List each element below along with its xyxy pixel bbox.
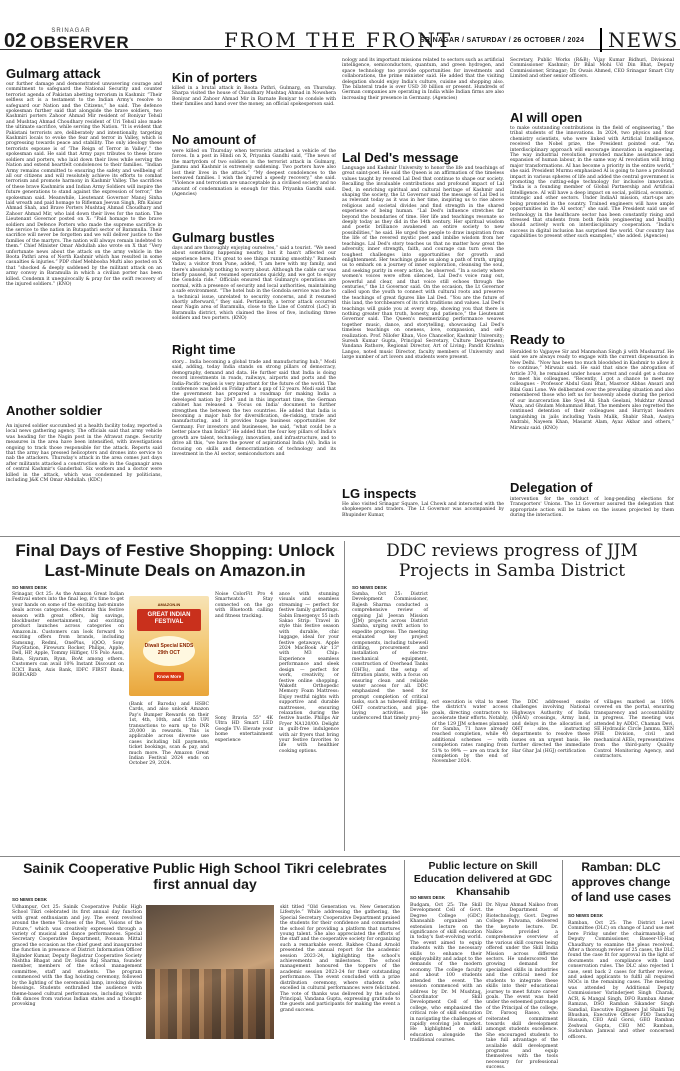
ready-to-headline: Ready to — [510, 332, 565, 347]
ddc-headline: DDC reviews progress of JJM Projects in Samba District — [386, 541, 638, 581]
festive-byline: SO NEWS DESK — [12, 585, 48, 590]
gulmarg-attack-headline: Gulmarg attack — [6, 66, 101, 81]
ramban-byline: SO NEWS DESK — [568, 913, 604, 918]
delegation-body: intervention for the conduct of long-pending elections for Transporters' Unions. The Lt Governor assured the delegation that appropriate action will be taken on the issues projected by them during the interaction. — [510, 497, 674, 519]
divider — [562, 860, 563, 1040]
news-section-tag: NEWS — [600, 28, 678, 52]
festive-col3: ance with stunning visuals and seamless streaming — perfect for festive family gatherings. Sabin Emergenyc 55 inch Sakao Strip: Travel in style this festive season with durable, chic luggage, ideal for your festive getaways. Apple 2024 MacBook Air 13" with M3 Chip: Experience seamless performance and sleek design — perfect for work, creativity, or festive online shopping. Wakefit Orthopedic Memory Foam Mattress: Enjoy restful nights with supportive and durable mattresses, ensuring relaxation during the festive hustle. Philips Air Fryer NA120/00: Delight in guilt-free indulgence with air fryers that bring your festive favorites to life with healthier cooking options. — [279, 592, 339, 754]
ddc-col2: ect execution is vital to meet the district's water access goals, directing contractors to accelerate their efforts. Notably, of the 129 JJM schemes planned for Samba, 71 have already reached completion, while 40 additional schemes — with completion rates ranging from 51% to 99% — are on track for completion by the end of November 2024. — [432, 700, 508, 765]
festive-col2: (Bank of Baroda) and HSBC Cards, and also unlock Amazon Pay's Bumper Rewards on their 1st, 4th, 10th, and 15th UPI transactions to earn up to INR 20,000 in rewards. This is applicable across diverse use cases including bill payments, ticket bookings, scan & pay, and much more. The Amazon Great Indian Festival 2024 ends on October 29, 2024. — [129, 702, 209, 767]
gulmarg-bustles-headline: Gulmarg bustles — [172, 230, 275, 245]
no-amount-body: were killed on Thursday when terrorists attacked a vehicle of the forces. In a post in Hindi on X, Priyanka Gandhi said, “The news of the martyrdom of two soldiers in the terrorist attack in Gulmarg, Jammu and Kashmir is extremely saddening. Two porters have also lost their lives in the attack.” “My deepest condolences to the bereaved families. I wish the injured a speedy recovery,” she said. “Violence and terrorism are unacceptable in a civilised society and no amount of condemnation is enough for this. Priyanka Gandhi said. (Agencies) — [172, 149, 336, 198]
know-more-button[interactable]: Know More — [154, 672, 184, 681]
sainik-col2: skit titled “Old Generation vs. New Generation Lifestyle.” While addressing the gathering, the Special Secretary Cooperative Department praised the students for their confidence and commended the school for providing a platform that nurtures young talent. She also appreciated the efforts of the staff and the cooperative society for organizing such a remarkable event. Rakhee Chand Arnold presented the annual report for the academic session 2023-24, highlighting the school's achievements and milestones. The school management honoured the toppers of the academic session 2023-24 for their outstanding performance. The event concluded with a prize distribution ceremony, where students who excelled in cultural performances were felicitated. The vote of thanks was delivered by the school Principal, Vandana Gupta, expressing gratitude to the guests and participants for making the event a grand success. — [280, 905, 400, 1013]
lal-ded-headline: Lal Ded's message — [342, 150, 459, 165]
divider — [0, 856, 680, 857]
divider — [404, 860, 405, 1040]
ai-will-open-body: to make outstanding contributions in the field of engineering,” the tribal students of the innovations. In 2024, two physics and four chemistry scientists, who were linked with Artificial Intelligence, received the Nobel prize, the President pointed out. “An interdisciplinary approach will encourage innovation in engineering. The way industrial revolution provided machine assistance and expansion of human labour, in the same way AI revolution will bring major transformations. AI has become a priority in the entire world,” she said. President Murmu emphasized AI is going to have a profound impact in various spheres of life and added the central government is promoting the cutting-edge technology for inclusive innovation. “India is a founding member of Global Partnership and Artificial Intelligence. AI will have a deep impact on social, political, economic, strategic and other sectors. Under IndiaAI mission, start-ups are being promoted in the country. Trained engineers will have ample opportunities in the AI sector,” she said. The President said use of technology in the healthcare sector has been constantly rising and stressed that students from both fields (engineering and health) should actively work on interdisciplinary cooperation. “India's success in digital inclusion has surprised the world. Our country has capabilities to present other such examples,” she added. (Agencies) — [510, 126, 674, 240]
lecture-byline: SO NEWS DESK — [410, 895, 446, 900]
section-title: FROM THE FRONT — [224, 28, 453, 52]
ready-to-body: Heralded to Vajpayee Sir and Manmohan Singh ji with Musharraf. He said we are always ready to engage with the current dispensation in New Delhi. “Now has been too much bloodshed in Kashmir to allow it to continue,” Mirwaiz said. He said that since the abrogation of Article 370, he remained under house arrest and could get a chance to meet his colleagues. “Recently, I got a chance to meet my colleagues - Professor Abdul Gani Bhat, Masroor Abbas Ansari and Bilal Gani Lone. We deliberated over the prevailing situation and also remembered those who left us for heavenly abode during the period of our incarceration like Syed Ali Shah Geelani, Mukhtar Ahmad Waza, and Ghulam Mohammad Bhat. The members also regretted the continued detention of their colleagues and Hurriyat leaders languishing in jails including Yasin Malik, Shabir Shah, Aasiya Andrabi, Nayeem Khan, Masarat Alam, Ayaz Akbar and others,” Mirwaiz said. (KNO) — [510, 350, 674, 431]
amazon-promo-ad — [129, 596, 209, 696]
sainik-col1: Udhampur, Oct 25: Sainik Cooperative Public High School Tikri celebrated its first annual day function with great enthusiasm and joy. The event revolved around the theme “Echoes of the Past, Visions of the Future,” which was creatively expressed through a variety of musical and dance performances. Special Secretary Cooperative Department, Poonam Mittal graced the occasion as the chief guest and inaugurated the function in presence of District Information Officer Rajinder Kumar, Deputy Registrar Cooperative Society Nishtha Bhagat and Dr. Hans Raj Sharma, founder member, members of the school management committee, staff and students. The program commenced with the flag hoisting ceremony, followed by the lighting of the ceremonial lamp, invoking divine blessings. Students enthralled the audience with theme-based cultural performances, including vibrant folk dances from various Indian states and a thought-provoking — [12, 905, 142, 1008]
divider — [344, 541, 345, 851]
festive-deal-1: Noise ColorFit Pro 4 Smartwatch: Stay connected on the go with Bluetooth calling and fitness tracking. — [215, 592, 273, 619]
ramban-col1: Ramban, Oct 25: The District Level Committee (DLC) on change of Land use met here Friday under the chairmanship of Deputy Commissioner, Baseer-Ul-Haq Chaudhary to examine the pleas received. After a thorough review of 25 cases, the DLC found the case fit for approval in the light of documents and compliance with land conservation rules. The DLC also rejected 1 case, sent back 2 cases for further review, and asked applicants to fulfil all required NOCs in the remaining cases. The meeting was attended by Additional Deputy Commissioner Varinderjeet Singh Charak, ACR, & Mangal Singh, DFO Ramban Ahmer Ramzan, DSO Ramban Sikander Singh Samdial, Executive Engineers Jal Shakti Tej Bhushan, Executive Officer PDD Tasaduq Hussain, CEO Anil Gorsi, GEO Ramban Zeshwal Gupta, CEO MC Ramban, Sudarshan Jamwal and other concerned officers. — [568, 921, 674, 1040]
ai-will-open-headline: AI will open — [510, 110, 583, 125]
brand-name: OBSERVER — [30, 33, 130, 52]
festive-headline: Final Days of Festive Shopping: Unlock Last-Minute Deals on Amazon.in — [15, 541, 335, 580]
right-time-body: story... India becoming a global trade and manufacturing hub,” Modi said, adding, today India stands on strong pillars of democracy, demography, demand and data. He further said that India is doing record investments in roads, railways, airports and ports and the India-Pacific region is very important for the future of the world. The conference was held on Friday after a gap of 12 years. Modi said that the government has prepared a roadmap for making India a developed nation by 2047 and in this important time, the German cabinet has released a ‘Focus on India’ document to further strengthen the between the two countries. He added that India is becoming a major hub for diversification, de-risking, trade and manufacturing, and it provides huge business opportunities for Germany. For investors and businesses, he said, “what could be a better place than India?” He added that the four key pillars of India's growth are talent, technology, innovation, and infrastructure, and to drive all this, “we have the power of aspirational India (AI). India is focusing on skills and democratization of technology and its investment in the AI sector, semiconductors and — [172, 360, 336, 457]
ddc-col1: Samba, Oct 25: District Development Commissioner, Rajesh Sharma conducted a comprehensive review of ongoing Jal Jeevan Mission (JJM) projects across District Samba, urging swift action to expedite progress. The meeting evaluated key project components, including tubewell drilling, procurement and installation of electro-mechanical equipment, construction of Overhead Tanks (OHTs), and the setup of filtration plants, with a focus on ensuring clean and reliable water access for all. DDC emphasized the need for prompt completion of critical tasks, such as tubewell drilling, OHT construction, and pipe-laying activities. He underscored that timely proj- — [352, 592, 428, 722]
delegation-headline: Delegation of — [510, 480, 593, 495]
kin-of-porters-body: killed in a brutal attack in Boota Pathri, Gulmarg, on Thursday. Sharpa visited the house of Chaudhary Mushtaq Ahmad in Nowshera Boniyar and Zahoor Ahmad Mir in Barnate Boniyar to condole with their families and hand over the money, an official spokesperson said. — [172, 86, 336, 108]
sainik-headline: Sainik Cooperative Public High School Tikri celebrates first annual day — [23, 860, 387, 892]
lecture-col2: Dr. Niyaz Ahmad Naikoo from the Department of Biotechnology, Govt. Degree College Pulwama, delivered the keynote lecture. Dr. Naikoo provided a comprehensive overview of the various skill courses being offered under the Skill India Mission across different sectors. He underscored the growing demand for specialized skills in industries and the critical need for students to integrate these skills into their educational journey to meet future career goals. The event was held under the esteemed patronage of the Principal of the college, Dr. Farooq Rasoo, who reiterated commitment towards skill development amongst students excellence. She encouraged students to take full advantage of the available skill development programs and equip themselves with the tools necessary for professional success. — [486, 903, 558, 1071]
col4-continuation-body: Secretary, Public Works (R&B); Vijay Kumar Bidhuri, Divisional Commissioner Kashmir; Dr Bilal Mohi Ud Din Bhat, Deputy Commissioner, Srinagar; Dr. Owais Ahmed, CEO Srinagar Smart City Limited and other senior officers. — [510, 58, 674, 80]
ramban-headline: Ramban: DLC approves change of land use cases — [570, 860, 672, 904]
col3-continuation-body: nology and its important missions related to sectors such as artificial intelligence, semiconductors, quantum, and green hydrogen, and space technology too provide opportunities for investments and collaborations, the prime minister said. He added that the visiting delegation should enjoy India's culture, cuisine and shopping also. The bilateral trade is over USD 30 billion or present. Hundreds of German companies are operating in India while Indian firms are also increasing their presence in Germany. (Agencies) — [342, 58, 504, 101]
lg-inspects-body: He also visited Srinagar Square, Lal Chowk and interacted with the shopkeepers and traders. The Lt Governor was accompanied by Bhupinder Kumar, — [342, 502, 504, 518]
page-number: 02 — [4, 30, 27, 52]
kin-of-porters-headline: Kin of porters — [172, 70, 258, 85]
ddc-byline: SO NEWS DESK — [352, 585, 388, 590]
divider — [0, 536, 680, 537]
lecture-col1: Budgam, Oct 25: The Skill Development Cell of Govt. Degree College (GDC) Khansahib organized an extension lecture on the significance of skill education in today's fast-evolving world. The event aimed to equip students with the necessary skills to enhance their employability and adapt to the demands of the modern economy. The college faculty and about 100 students attended the event. The session commenced with an address by Dr. M Mushtaq, Coordinator Skill Development Cell of the college, who emphasized the critical role of skill education in navigating the challenges of rapidly evolving job market. He highlighted on skill education alongside the traditional courses. — [410, 903, 482, 1044]
promo-badge: Diwali Special ENDS 29th OCT — [143, 636, 195, 666]
festive-deal-2: Sony Bravia 55" 4K Ultra HD Smart LED Google TV: Elevate your home entertainment experience — [215, 716, 273, 743]
newspaper-logo — [30, 28, 130, 52]
ddc-col3: The DDC addressed onsite challenges involving National Highways Authority of India (NHAI) crossings, Army land, and delays in the allocation of OHT sites, instructing departments to resolve these issues on an urgent basis. He further directed the immediate Har Ghar Jal (HGJ) certification — [512, 700, 590, 754]
masthead — [0, 0, 680, 50]
lecture-headline: Public lecture on Skill Education delivered at GDC Khansahib — [413, 860, 553, 898]
ddc-col4: of villages marked as 100% covered on the portal, ensuring transparency and accountability in progress. The meeting was attended by ADDC, Chaman Devi, SE Hydraulic Circle Jammu, XEN PHE Division, civil and mechanical AEEs, representatives from the third-party Quality Control Monitoring Agency, and contractors. — [594, 700, 674, 760]
no-amount-headline: No amount of — [172, 132, 256, 147]
lg-inspects-headline: LG inspects — [342, 486, 417, 501]
another-soldier-headline: Another soldier — [6, 403, 103, 418]
another-soldier-body: An injured soldier succumbed at a health facility today, reported a local news gathering agency. The officials said that army vehicle was heading for the Nagin post in the Afrawat range. Security measures in the area have been intensified, with investigations ongoing to track those responsible for the attack. Reports said that the army has pressed helicopters and drones into service to nab the attackers. Thursday's attack in the area comes just days after militants attacked a construction site in the Gaganagir area of central Kashmir's Ganderbal. Six workers and a doctor were killed in the attack, which was condemned by politicians, including J&K CM Omar Abdullah. (KDC) — [6, 424, 162, 484]
right-time-headline: Right time — [172, 342, 236, 357]
promo-brand: AMAZON.IN — [157, 602, 181, 607]
gulmarg-bustles-body: days and are thoroughly enjoying ourselves,” said a tourist. “We need about something happening nearby, but it hasn't affected our experience here. It's great to see things running smoothly.” Rumesh Yadav, a visitor from Pune, added, “I am here with my family, and there's absolutely nothing to worry about. Although the cable car was briefly paused, but resumed operations quickly, and we got to enjoy the Gondola ride.” Officials ensured that Gulmarg's operations are normal, with a presence of security and local authorities, maintaining a safe environment. “The hotel hub in the Gondola service was due to a technical issue, unrelated to security concerns, and it resumed shortly afterward,” they said. Pertinently, a terror attack occurred near Nagin area of Baramulla, close to the Line of Control (LoC) in Baramulla district, which claimed the lives of five, including three soldiers and two porters. (KNO) — [172, 246, 336, 322]
festive-col1: Srinagar, Oct 25: As the Amazon Great Indian Festival enters into the final leg, it's time to get your hands on some of the exciting last-minute deals across categories. Celebrate this festive season with great offers, big savings, blockbuster entertainment, and exciting product launches across categories on Amazon.in. Customers can look forward to exciting offers from brands, including Samsung, Redmi, OnePlus, iQOO, Sony PlayStation, Firewurx Rocker, Philips, Apple, Dell, HP, Apple, Tommy Hilfiger, US Polo Assn, Bata, Siyaram, Ryan, BoAt among others. Customers can avail 10% Instant Discount on ICICI Bank, Axis Bank, IDFC FIRST Bank, BOBCARD — [12, 592, 124, 679]
brand-city: SRINAGAR — [51, 28, 91, 34]
gulmarg-attack-body: our further damage and demonstrated unwavering courage and commitment to safeguard the National Security and counter terrorist agenda of Pakistan abetting terrorism in Kashmir. “Their selfless act is a testament to the Indian Army's resolve to safeguard our Nation and the Citizens,” he said. The defence spokesman further said that alongside the brave soldiers, two Kashmiri porters Zahoor Ahmad Mir resident of Boniyar Tehsil and Mushtaq Ahmad Choudhary resident of Uri Tehsil also made the ultimate sacrifice, while serving the Nation. “It is evident that Pakistani terrorists are, deliberately and intentionally, targeting Kashmiri locals to evoke the fear and terror in Valley, which is progressing towards peace and stability. The only ideology these terrorists espouse is of ‘The Reign of Terror in Valley’,” the spokesman said. He said that Army pays tributes to these brave soldiers and porters, who laid down their lives while serving the Nation and extend heartfelt condolences to their families. “Indian Army remains committed to ensuring the safety and wellbeing of all our citizens and will resolutely achieve its efforts to combat terrorism and promote harmony in Kashmir Valley. The sacrifices of these brave Kashmiris and Indian Army Soldiers will inspire the future generations to stand against the expression of terror,” the spokesman said. Meanwhile, Lieutenant Governor Manoj Sinha laid wreath and paid homage to Rifleman Jeevan Singh, Rfn Kaisar Ahmad Shah, and Brave Porters Mushtaq Ahmad Choudhary and Zahoor Ahmad Mir, who laid down their lives for the nation. The Lieutenant Governor posted on X: “Paid homage to the brave soldiers and Defence Porters who made the supreme sacrifice in the service to the nation in Butapathri sector of Baramulla. Their sacrifice will never be forgotten and we will deliver justice to the families of the martyrs. The nation will always remain indebted to them.” Chief Minister Omar Abdullah also wrote on X that “Very unfortunate news about the attack on the army vehicle in the Boota Pathri area of North Kashmir which has resulted in some casualties & injuries.” PDP chief Mehbooba Mufti also posted on X that “shocked & deeply saddened by the militant attack on an army convoy in Baramulla in which a civilian porter has been killed. Condemn it unequivocally & pray for the swift recovery of the injured soldiers.” (KNO) — [6, 82, 162, 288]
lal-ded-body: Language and Kashmir University to honor the life and teachings of great saint-poet. He said the Queen is an affirmation of the timeless values taught by revered Lal Ded that continue to shape our society. Recalling the invaluable contributions and profound impact of Lal Ded, in enriching spiritual and cultural heritage of Kashmir and shaping the society, the Lt Governor said the message of Lal Ded is as relevant today as it was in her time, inspiring us to rise above religious and societal divides and find strength in the shared experience of being human. “Lal Ded's influence stretches far beyond the boundaries of time. Her life and teachings resonate so deeply today as they did in the 14th century. Her spiritual wisdom and poetic brilliance awakened an entire society to new possibilities,” he said. He urged the people to draw inspiration from the life of the revered mystic poet and imbibe wisdom from her teachings. Lal Ded's story teaches us that no matter how great the adversity, inner strength, faith, and courage can turn even the toughest challenges into opportunities for growth and enlightenment. Her teachings guide us along a path of truth, urging us to embark on a journey of inner exploration, cleansing the soul, and seeking purity in every action, he observed. “In a society where women's voices were often silenced, Lal Ded's voice rang out, powerful and clear, and that voice still echoes through the centuries,” the Lt Governor said. On the occasion, the Lt Governor called upon the youth to connect with cultural roots and preserve the teachings of great figures like Lal Ded. “You are the future of this land, the torchbearers of its rich traditions and values. Lal Ded's teachings will guide you at every step, showing you that there is nothing greater than truth, honesty, and patience,” the Lieutenant Governor said. The Queen's mesmerizing performance weaves together music, dance, and storytelling, showcasing Lal Ded's timeless teachings on oneness, love, compassion, and self-realization. Prof. Nilofer Khan, Vice Chancellor, Kashmir University; Suresh Kumar Gupta, Principal Secretary, Culture Department; Vandana Rathore, Regional Director, Art of Living; Pandit Krishna Langoo, noted music Director, faculty members of University and large number of art lovers and students were present. — [342, 166, 504, 361]
promo-title: GREAT INDIAN FESTIVAL — [137, 609, 201, 631]
date-line: SRINAGAR / SATURDAY / 26 OCTOBER / 2024 — [420, 37, 585, 44]
sainik-byline: SO NEWS DESK — [12, 897, 48, 902]
school-event-photo — [146, 905, 274, 1039]
